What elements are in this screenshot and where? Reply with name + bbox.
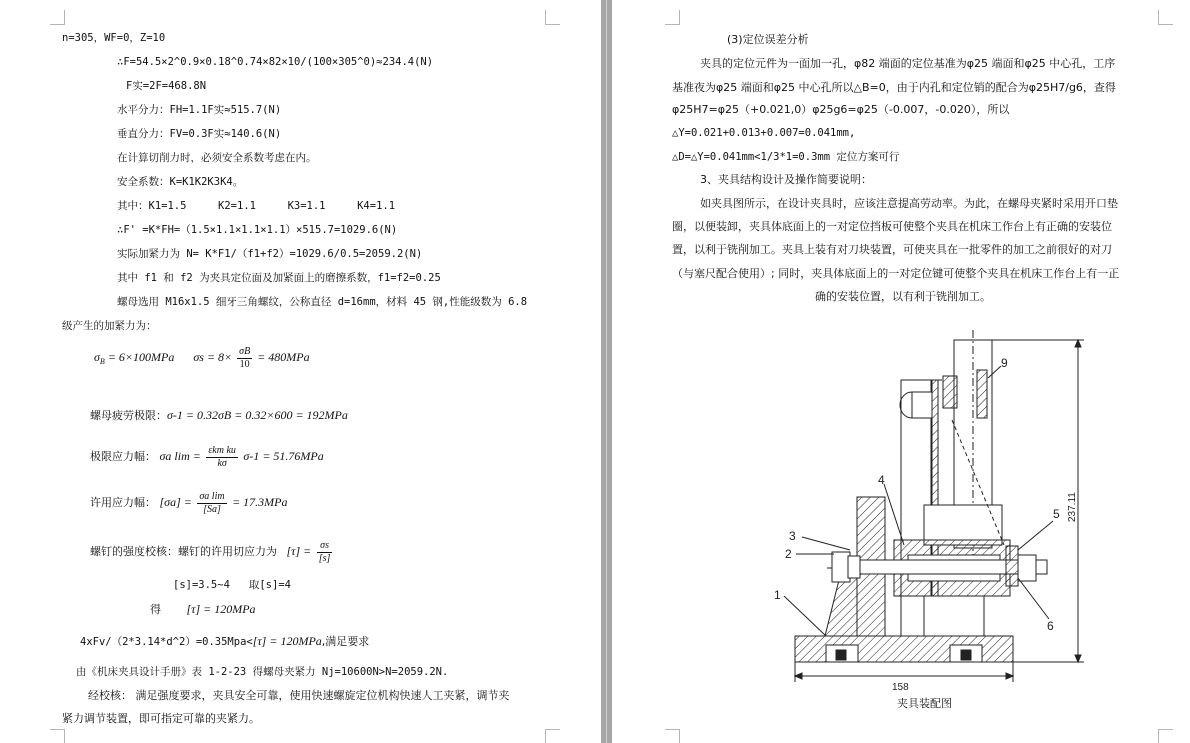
text-line: [s]=3.5~4 取[s]=4 <box>173 579 291 591</box>
tool-setting-block <box>943 376 957 408</box>
text-line: 其中：K1=1.5 K2=1.1 K3=1.1 K4=1.1 <box>117 200 396 212</box>
clamp-nut <box>1018 555 1036 581</box>
text-line: 垂直分力：FV=0.3F实≈140.6(N) <box>117 128 282 140</box>
text-line: （与塞尺配合使用）; 同时，夹具体底面上的一对定位键可使整个夹具在机床工作台上有一正 <box>672 267 1120 280</box>
text-line: 确的安装位置，以有利于铣削加工。 <box>815 290 991 303</box>
label: 得 <box>150 603 161 616</box>
page-gutter <box>606 0 607 743</box>
fraction: $\frac{\text{σa lim}}{[Sa]}$ <box>199 490 225 515</box>
text-line: 螺母选用 M16x1.5 细牙三角螺纹，公称直径 d=16mm，材料 45 钢,性能级数为 6.8 <box>117 296 528 308</box>
callout-2: 2 <box>785 547 792 561</box>
formula-text: [σa] = <box>159 495 192 509</box>
text-line: 由《机床夹具设计手册》表 1-2-23 得螺母夹紧力 Nj=10600N>N=2059.2N. <box>76 666 449 678</box>
text-line: △D=△Y=0.041mm<1/3*1=0.3mm 定位方案可行 <box>672 151 900 163</box>
open-washer <box>1006 546 1018 586</box>
formula-text: σa lim = <box>159 449 201 463</box>
shear-row <box>90 539 334 565</box>
result-row <box>150 602 256 617</box>
label: 螺钉的强度校核：螺钉的许用切应力为 <box>90 545 277 558</box>
formula-text: = 17.3MPa <box>232 495 288 509</box>
document-page-right <box>612 0 1190 743</box>
formula-text: [τ] = 120MPa <box>186 602 256 616</box>
washer <box>848 556 860 578</box>
leader-line <box>1018 521 1053 550</box>
bolt-head <box>961 650 971 660</box>
page-corner-mark <box>545 10 560 25</box>
fraction: $\frac{\sigma s}{[s]}$ <box>318 539 331 564</box>
formula-text: σs = 8× <box>193 350 233 364</box>
text-line: △Y=0.021+0.013+0.007=0.041mm, <box>672 127 856 139</box>
page-corner-mark <box>50 10 65 25</box>
fixture-assembly-drawing <box>612 0 1190 743</box>
label: 极限应力幅： <box>90 450 156 463</box>
callout-6: 6 <box>1047 619 1054 633</box>
text-line: ∴F=54.5×2^0.9×0.18^0.74×82×10/(100×305^0)≈234.4(N) <box>117 56 434 68</box>
dimension-height-label: 237.11 <box>1067 492 1078 522</box>
formula-text: [τ] = <box>286 544 312 558</box>
pin-base <box>924 596 984 636</box>
formula-text: 4xFv/（2*3.14*d^2）=0.35Mpa< <box>80 636 253 648</box>
text-line: 圈，以便装卸，夹具体底面上的一对定位挡板可使整个夹具在机床工作台上有正确的安装位 <box>672 220 1112 233</box>
figure-caption: 夹具装配图 <box>897 697 952 710</box>
bolt-head <box>836 650 846 660</box>
fraction: $\frac{\text{εkm ku}}{k\sigma}$ <box>208 444 236 469</box>
text-line: 如夹具图所示，在设计夹具时，应该注意提高劳动率。为此，在螺母夹紧时采用开口垫 <box>700 197 1118 210</box>
text-line: 其中 f1 和 f2 为夹具定位面及加紧面上的磨擦系数，f1=f2=0.25 <box>117 272 441 284</box>
amplitude-row <box>90 444 324 470</box>
fatigue-row <box>90 408 348 423</box>
nut <box>832 552 850 582</box>
text-line: 安全系数：K=K1K2K3K4。 <box>117 176 244 188</box>
section-heading: (3)定位误差分析 <box>727 33 809 46</box>
page-corner-mark <box>50 729 65 743</box>
dimension-width-label: 158 <box>892 682 909 693</box>
formula-text: [τ] = 120MPa <box>252 634 322 648</box>
leader-line <box>802 537 850 550</box>
feeler-gauge <box>977 370 987 418</box>
formula-text: 6×100MPa <box>118 350 175 364</box>
leader-line <box>784 596 826 636</box>
formula-text: σ-1 = 0.32σB = 0.32×600 = 192MPa <box>167 408 348 422</box>
callout-3: 3 <box>789 529 796 543</box>
text-line: 基准夜为φ25 端面和φ25 中心孔所以△B=0，由于内孔和定位销的配合为φ25H7/g6，查得 <box>672 81 1116 94</box>
text-line: 水平分力：FH=1.1F实≈515.7(N) <box>117 104 282 116</box>
text-line: F实=2F=468.8N <box>126 80 207 92</box>
callout-9: 9 <box>1001 356 1008 370</box>
text-line: 在计算切削力时，必须安全系数考虑在内。 <box>117 152 317 164</box>
formula-text: ,满足要求 <box>321 635 370 648</box>
formula-sigma-b: $\sigma_B = 6\times 100MPa$ σs = 8× $\frac{\sigma B}{10}$ = 480MPa <box>94 345 310 370</box>
check-row <box>80 634 369 649</box>
callout-5: 5 <box>1053 507 1060 521</box>
callout-1: 1 <box>774 588 781 602</box>
text-line: 级产生的加紧力为： <box>62 320 157 332</box>
leader-line <box>988 366 1001 378</box>
label: 螺母疲劳极限： <box>90 409 167 422</box>
text-line: n=305，WF=0，Z=10 <box>62 32 166 44</box>
allowable-row <box>90 490 288 516</box>
text-line: 经校核： 满足强度要求，夹具安全可靠，使用快速螺旋定位机构快速人工夹紧，调节夹 <box>88 689 510 702</box>
text-line: 实际加紧力为 N= K*F1/（f1+f2）=1029.6/0.5=2059.2(N) <box>117 248 423 260</box>
page-corner-mark <box>545 729 560 743</box>
section-heading: 3、夹具结构设计及操作简要说明： <box>700 173 872 186</box>
text-line: φ25H7=φ25（+0.021,0）φ25g6=φ25（-0.007，-0.020），所以 <box>672 103 1010 116</box>
text-line: 紧力调节装置，即可指定可靠的夹紧力。 <box>62 712 260 725</box>
leader-line <box>1018 578 1049 619</box>
text-line: 置，以利于铣削加工。夹具上装有对刀块装置，可使夹具在一批零件的加工之前很好的对刀 <box>672 243 1112 256</box>
fraction: $\frac{\sigma B}{10}$ <box>239 345 251 370</box>
formula-text: σ-1 = 51.76MPa <box>243 449 324 463</box>
text-line: 夹具的定位元件为一面加一孔，φ82 端面的定位基准为φ25 端面和φ25 中心孔，工序 <box>700 57 1116 70</box>
label: 许用应力幅： <box>90 496 156 509</box>
text-line: ∴F' =K*FH=（1.5×1.1×1.1×1.1）×515.7=1029.6(N) <box>117 224 398 236</box>
callout-4: 4 <box>878 473 885 487</box>
formula-text: = 480MPa <box>257 350 310 364</box>
